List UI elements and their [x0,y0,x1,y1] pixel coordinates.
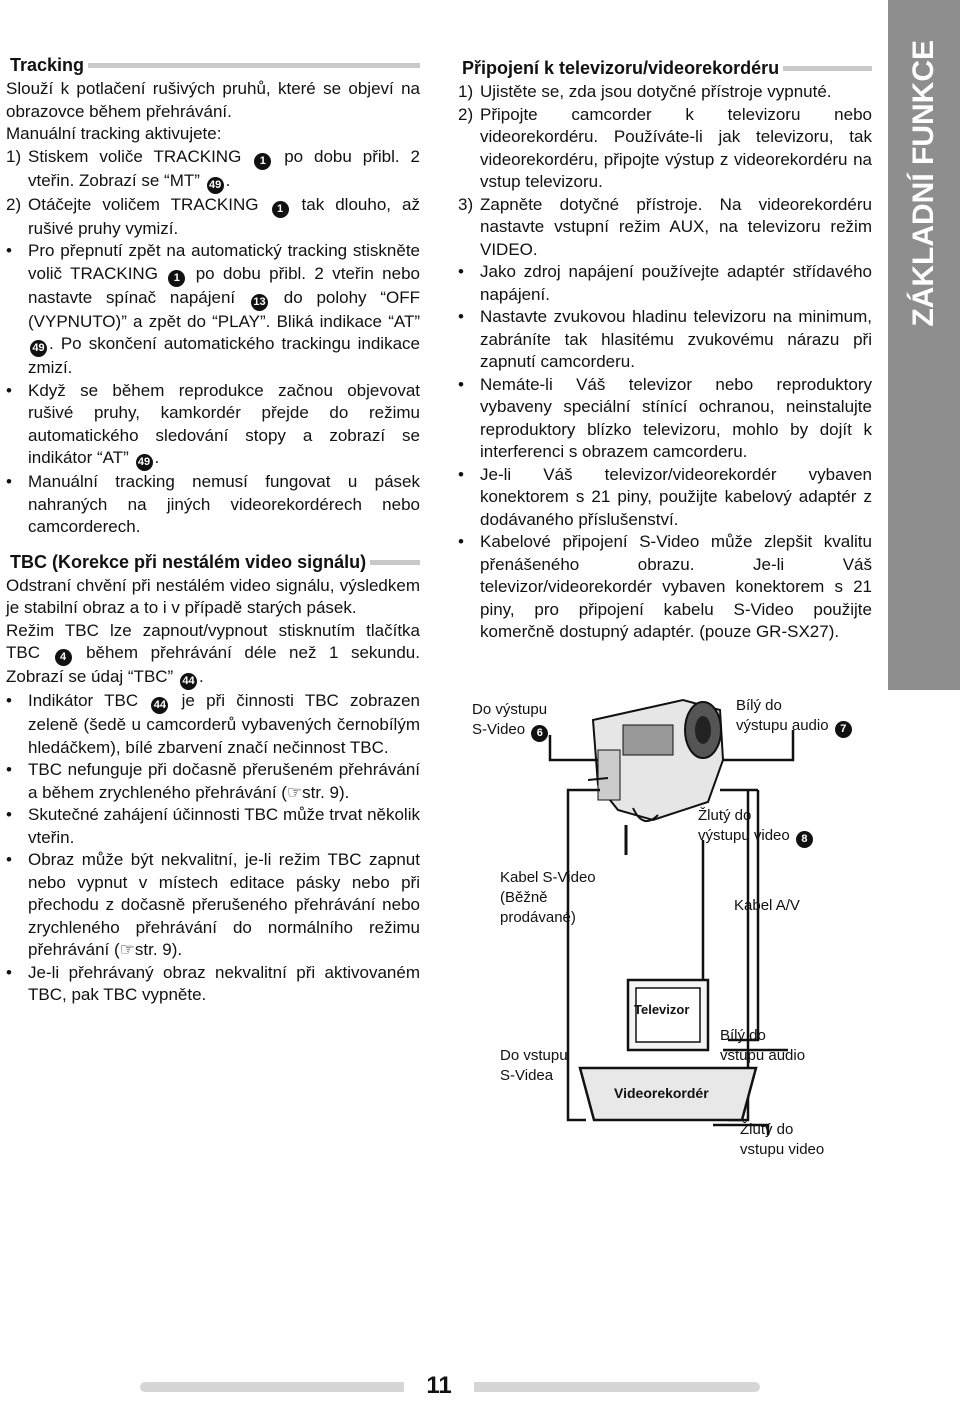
connect-bullet-3: • Nemáte-li Váš televizor nebo reproduktory vybaveny speciální stínící ochranou, neinstalujte reproduktory blízko televizoru, mohlo by dojít k interferenci s obrazem camcorderu. [458,374,872,461]
tbc-bullet-2: • TBC nefunguje při dočasně přerušeném přehrávání a během zrychleného přehrávání (☞str. 9). [6,760,420,802]
connect-bullet-4: • Je-li Váš televizor/videorekordér vybaven konektorem s 21 piny, použijte kabelový adaptér z dodávaného příslušenství. [458,464,872,529]
tracking-manual: Manuální tracking aktivujete: [6,124,222,143]
label-video-out: Žlutý do výstupu video 8 [698,806,815,848]
connection-diagram [458,690,883,1170]
left-column [6,52,420,1007]
ref-icon: 1 [272,201,289,218]
label-svideo-in: Do vstupu S-Videa [500,1047,568,1084]
label-av-cable: Kabel A/V [734,897,800,914]
connect-step-2: 2) Připojte camcorder k televizoru nebo videorekordéru. Používáte-li jak televizoru, tak videorekordéru, připojte výstup z videorekordéru na vstup televizoru. [458,104,872,191]
label-tv: Televizor [634,1002,690,1017]
connect-bullet-2: • Nastavte zvukovou hladinu televizoru na minimum, zabráníte tak hlasitému zvukovému nárazu při zapnutí camcorderu. [458,307,872,371]
ref-icon: 4 [55,649,72,666]
tbc-intro: Odstraní chvění při nestálém video signálu, výsledkem je stabilní obraz a to i v případě starých pásek. [6,575,420,617]
ref-icon: 1 [254,153,271,170]
tracking-step-1: 1) Stiskem voliče TRACKING 1 po dobu přibl. 2 vteřin. Zobrazí se “MT” 49 . [6,146,420,194]
ref-icon: 49 [207,177,224,194]
page-footer [0,1368,960,1404]
tbc-bullet-5: • Je-li přehrávaný obraz nekvalitní při aktivovaném TBC, pak TBC vypněte. [6,962,420,1004]
tbc-toggle: Režim TBC lze zapnout/vypnout stisknutím tlačítka TBC 4 během přehrávání déle než 1 sekundu. Zobrazí se údaj “TBC” 44 . [6,620,420,691]
tbc-bullet-3: • Skutečné zahájení účinnosti TBC může trvat několik vteřin. [6,805,420,847]
ref-icon: 49 [136,454,153,471]
connect-step-3: 3) Zapněte dotyčné přístroje. Na videorekordéru nastavte vstupní režim AUX, na televizoru režim VIDEO. [458,194,872,259]
connect-heading: Připojení k televizoru/videorekordéru [458,55,872,81]
tracking-bullet-3: • Manuální tracking nemusí fungovat u pásek nahraných na jiných videorekordérech nebo camcorderech. [6,472,420,536]
ref-icon: 8 [796,831,813,848]
label-svideo-out: Do výstupu S-Video 6 [472,700,550,742]
tracking-intro: Slouží k potlačení rušivých pruhů, které se objeví na obrazovce během přehrávání. [6,79,420,121]
page-number: 11 [404,1368,474,1404]
ref-icon: 44 [151,697,168,714]
tbc-bullet-1: • Indikátor TBC 44 je při činnosti TBC zobrazen zeleně (šedě u camcorderů vybavených černobílým hledáčkem), bílé zbarvení značí nečinnost TBC. [6,691,420,757]
ref-icon: 49 [30,340,47,357]
tbc-bullet-4: • Obraz může být nekvalitní, je-li režim TBC zapnut nebo vypnut v místech editace pásky nebo při přechodu z dočasně přerušeného přehrávání nebo zrychleného přehrávání do normálního režimu přehrávání (☞str. 9). [6,850,420,959]
ref-icon: 13 [251,294,268,311]
tracking-bullet-1: • Pro přepnutí zpět na automatický tracking stiskněte volič TRACKING 1 po dobu přibl. 2 vteřin nebo nastavte spínač napájení 13 do polohy “OFF (VYPNUTO)” a zpět do “PLAY”. Bliká indikace “AT” 49 . Po skončení automatického trackingu indikace zmizí. [6,241,420,377]
ref-icon: 7 [835,721,852,738]
label-svideo-cable: Kabel S-Video (Běžně prodávané) [500,869,596,926]
connect-step-1: 1) Ujistěte se, zda jsou dotyčné přístroje vypnuté. [458,82,832,101]
tracking-heading: Tracking [6,52,420,78]
chapter-tab [888,0,960,690]
connect-bullet-1: • Jako zdroj napájení používejte adaptér střídavého napájení. [458,262,872,304]
ref-icon: 6 [531,725,548,742]
label-audio-in: Bílý do vstupu audio [720,1027,806,1064]
ref-icon: 44 [180,673,197,690]
connect-bullet-5: • Kabelové připojení S-Video může zlepšit kvalitu přenášeného obrazu. Je-li Váš televizor/videorekordér vybaven konektorem s 21 piny, pro připojení kabelu S-Video použijte komerčně dostupný adaptér. (pouze GR-SX27). [458,532,872,641]
label-audio-out: Bílý do výstupu audio 7 [736,696,854,738]
right-column [458,55,872,644]
label-vcr: Videorekordér [614,1085,709,1101]
chapter-label: ZÁKLADNÍ FUNKCE [907,40,940,327]
tbc-heading: TBC (Korekce při nestálém video signálu) [6,549,420,575]
tracking-step-2: 2) Otáčejte voličem TRACKING 1 tak dlouho, až rušivé pruhy vymizí. [6,194,420,238]
ref-icon: 1 [168,270,185,287]
label-video-in: Žlutý do vstupu video [740,1121,825,1158]
tracking-bullet-2: • Když se během reprodukce začnou objevovat rušivé pruhy, kamkordér přejde do režimu automatického sledování stopy a zobrazí se indikátor “AT” 49 . [6,380,420,472]
